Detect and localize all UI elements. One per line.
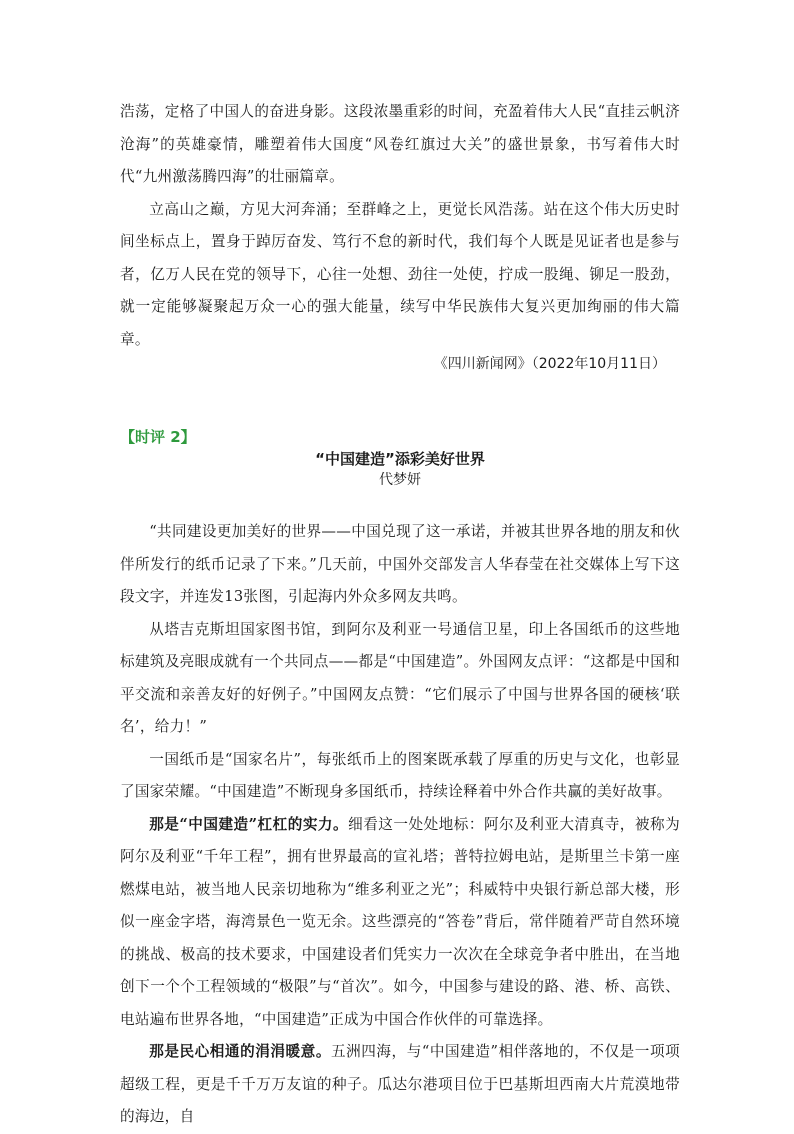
paragraph-lead: 那是“中国建造”杠杠的实力。 <box>149 815 349 833</box>
body-paragraph <box>120 809 680 1037</box>
article-title: “中国建造”添彩美好世界 <box>315 450 485 468</box>
section-tag: 【时评 2】 <box>120 428 196 446</box>
article-author: 代梦妍 <box>379 472 421 488</box>
body-paragraph <box>120 516 680 614</box>
body-paragraph: 立高山之巅，方见大河奔涌；至群峰之上，更觉长风浩荡。站在这个伟大历史时间坐标点上，置身于踔厉奋发、笃行不怠的新时代，我们每个人既是见证者也是参与者，亿万人民在党的领导下，心往一处想、劲往一处使，拧成一股绳、铆足一股劲，就一定能够凝聚起万众一心的强大能量，续写中华民族伟大复兴更加绚丽的伟大篇章。 <box>120 200 680 348</box>
body-paragraph: 浩荡，定格了中国人的奋进身影。这段浓墨重彩的时间，充盈着伟大人民“直挂云帆济沧海”的英雄豪情，雕塑着伟大国度“风卷红旗过大关”的盛世景象，书写着伟大时代“九州激荡腾四海”的壮丽篇章。 <box>120 103 680 185</box>
paragraph-text: 一国纸币是“国家名片”，每张纸币上的图案既承载了厚重的历史与文化，也彰显了国家荣耀。“中国建造”不断现身多国纸币，持续诠释着中外合作共赢的美好故事。 <box>120 750 680 800</box>
body-paragraph <box>120 614 680 744</box>
paragraph-text: 细看这一处处地标：阿尔及利亚大清真寺，被称为阿尔及利亚“千年工程”，拥有世界最高的宣礼塔；普特拉姆电站，是斯里兰卡第一座燃煤电站，被当地人民亲切地称为“维多利亚之光”；科威特中央银行新总部大楼，形似一座金字塔，海湾景色一览无余。这些漂亮的“答卷”背后，常伴随着严苛自然环境的挑战、极高的技术要求，中国建设者们凭实力一次次在全球竞争者中胜出，在当地创下一个个工程领域的“极限”与“首次”。如今，中国参与建设的路、港、桥、高铁、电站遍布世界各地，“中国建造”正成为中国合作伙伴的可靠选择。 <box>120 815 680 1028</box>
paragraph-lead: 那是民心相通的涓涓暖意。 <box>149 1043 331 1060</box>
body-paragraph <box>120 1036 680 1134</box>
paragraph-text: 五洲四海，与“中国建造”相伴落地的，不仅是一项项超级工程，更是千千万万友谊的种子。瓜达尔港项目位于巴基斯坦西南大片荒漠地带的海边，自 <box>120 1043 680 1125</box>
paragraph-text: “共同建设更加美好的世界——中国兑现了这一承诺，并被其世界各地的朋友和伙伴所发行的纸币记录了下来。”几天前，中国外交部发言人华春莹在社交媒体上写下这段文字，并连发13张图，引起海内外众多网友共鸣。 <box>120 523 680 605</box>
paragraph-text: 从塔吉克斯坦国家图书馆，到阿尔及利亚一号通信卫星，印上各国纸币的这些地标建筑及亮眼成就有一个共同点——都是“中国建造”。外国网友点评：“这都是中国和平交流和亲善友好的好例子。”中国网友点赞：“它们展示了中国与世界各国的硬核‘联名’，给力！” <box>120 620 680 735</box>
source-citation: 《四川新闻网》（2022年10月11日） <box>433 356 666 372</box>
document-page <box>120 96 680 1134</box>
body-paragraph <box>120 744 680 809</box>
